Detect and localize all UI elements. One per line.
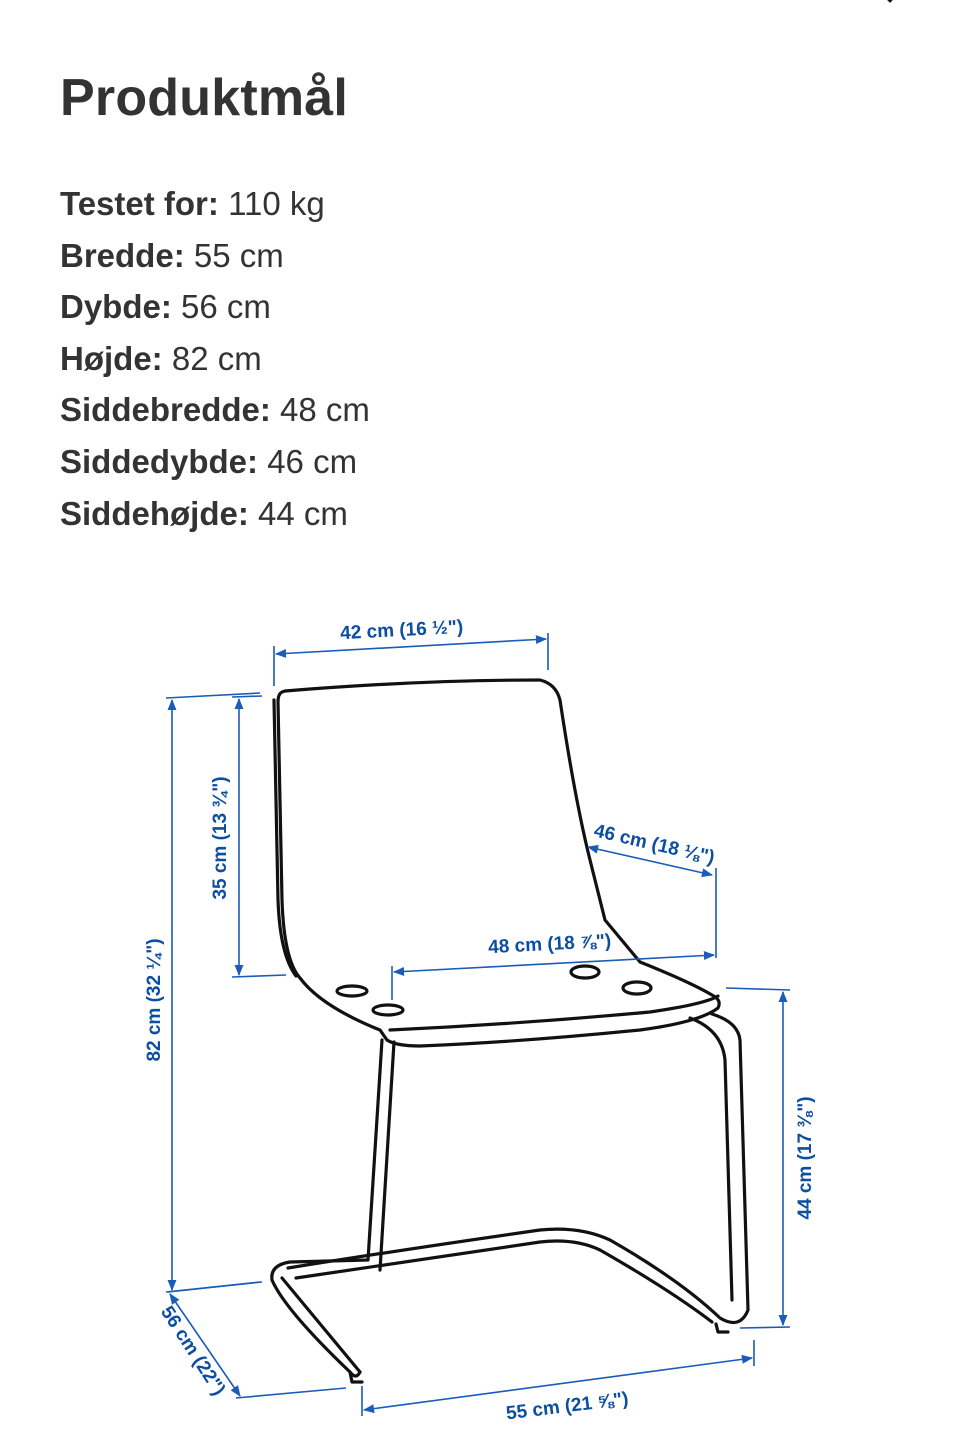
spec-label: Højde:: [60, 339, 163, 377]
seat-width-line: [394, 955, 714, 972]
close-button[interactable]: [866, 0, 914, 12]
backrest-height-label: 35 cm (13 ¾"): [210, 776, 231, 900]
width-label: 55 cm (21 ⅝"): [504, 1388, 630, 1425]
spec-value: 56 cm: [181, 288, 271, 326]
dim-tick: [236, 1388, 346, 1398]
spec-seat-depth: [60, 436, 370, 488]
seat-width-label: 48 cm (18 ⅞"): [487, 930, 612, 959]
spec-label: Siddebredde:: [60, 391, 271, 429]
spec-list: [60, 178, 370, 539]
spec-label: Siddehøjde:: [60, 494, 249, 532]
spec-value: 82 cm: [171, 339, 262, 377]
dimension-annotations: [144, 617, 816, 1425]
spec-value: 55 cm: [193, 236, 284, 274]
dim-tick: [232, 696, 262, 697]
spec-label: Testet for:: [60, 185, 219, 222]
spec-label: Dybde:: [60, 288, 172, 326]
spec-height: [60, 333, 370, 385]
spec-seat-width: [60, 384, 370, 436]
page-title: Produktmål: [60, 69, 349, 127]
depth-label: 56 cm (22"): [156, 1302, 230, 1400]
dim-tick: [726, 988, 790, 990]
spec-depth: [60, 281, 370, 333]
dim-tick: [232, 975, 286, 977]
spec-label: Bredde:: [60, 236, 185, 274]
spec-label: Siddedybde:: [60, 442, 259, 480]
dim-tick: [740, 1327, 790, 1328]
spec-value: 44 cm: [258, 494, 348, 532]
spec-value: 110 kg: [228, 185, 325, 222]
spec-seat-height: [60, 488, 370, 540]
backrest-width-label: 42 cm (16 ½"): [339, 616, 464, 645]
close-icon: [866, 0, 914, 12]
total-height-label: 82 cm (32 ¼"): [144, 938, 165, 1062]
backrest-width-line: [276, 639, 546, 654]
dim-tick: [168, 1282, 262, 1292]
spec-tested-for: [60, 178, 370, 230]
spec-value: 48 cm: [280, 391, 370, 429]
chair-illustration: [272, 680, 748, 1382]
spec-value: 46 cm: [267, 442, 358, 480]
seat-height-label: 44 cm (17 ⅜"): [795, 1096, 816, 1220]
seat-depth-label: 46 cm (18 ⅛"): [591, 820, 717, 869]
spec-width: [60, 230, 370, 282]
chair-dimension-diagram: [0, 560, 960, 1449]
